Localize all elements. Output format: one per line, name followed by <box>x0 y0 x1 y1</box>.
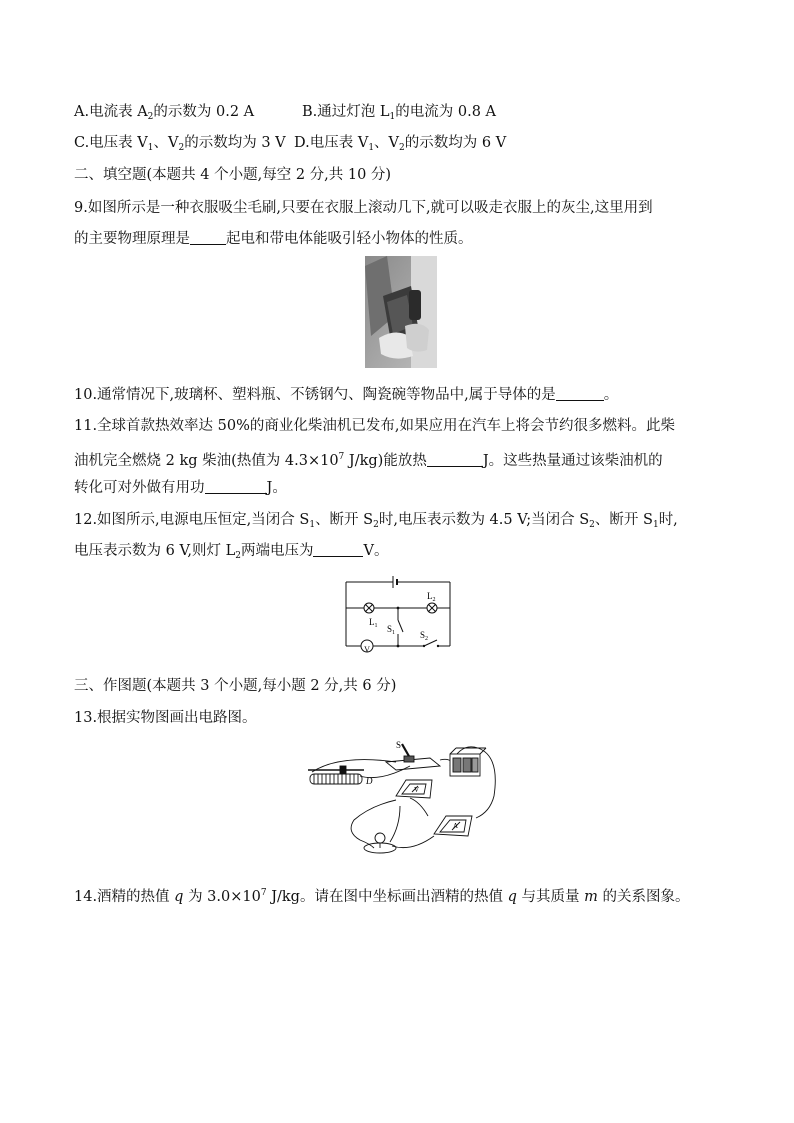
voltmeter-face-label: V <box>414 786 420 794</box>
s1-label: $S_1$ <box>387 624 396 636</box>
section-title-drawing: 三、作图题(本题共 3 个小题,每小题 2 分,共 6 分) <box>74 678 397 694</box>
q11-line3: 转化可对外做有用功 J。 <box>74 480 287 496</box>
q10-blank[interactable] <box>556 386 604 401</box>
switch-label: S <box>396 740 402 750</box>
q12-line1: 12.如图所示,电源电压恒定,当闭合 $S_1$、断开 $S_2$时,电压表示数为 4.5 V;当闭合 $S_2$、断开 $S_1$时, <box>74 512 678 530</box>
q11-line2: 油机完全燃烧 2 kg 柴油(热值为 $4.3\times 10^7$ J/kg)能放热 J。这些热量通过该柴油机的 <box>74 452 663 469</box>
l1-label: $L_1$ <box>369 617 378 629</box>
q14-line: 14.酒精的热值 q 为 $3.0\times 10^7$ J/kg。请在图中坐标画出酒精的热值 q 与其质量 m 的关系图象。 <box>74 888 690 905</box>
q9-line1: 9.如图所示是一种衣服吸尘毛刷,只要在衣服上滚动几下,就可以吸走衣服上的灰尘,这里用到 <box>74 200 653 216</box>
l2-label: $L_2$ <box>427 591 436 603</box>
voltmeter-label: V <box>364 645 370 654</box>
q13-line: 13.根据实物图画出电路图。 <box>74 710 257 726</box>
q9-line2: 的主要物理原理是 起电和带电体能吸引轻小物体的性质。 <box>74 231 473 247</box>
q9-blank[interactable] <box>190 230 226 245</box>
q12-line2: 电压表示数为 6 V,则灯 $L_2$两端电压为 V。 <box>74 543 389 561</box>
section-title-fill-blank: 二、填空题(本题共 4 个小题,每空 2 分,共 10 分) <box>74 167 392 183</box>
lint-brush-photo <box>365 256 437 368</box>
q10-line: 10.通常情况下,玻璃杯、塑料瓶、不锈钢勺、陶瓷碗等物品中,属于导体的是 。 <box>74 387 619 403</box>
q12-circuit-diagram <box>340 570 460 660</box>
s2-label: $S_2$ <box>420 630 429 642</box>
option-a: A.电流表 $A_2$的示数为 0.2 A <box>74 104 255 122</box>
rheostat-d-label: D <box>366 776 373 786</box>
option-b: B.通过灯泡 $L_1$的电流为 0.8 A <box>302 104 496 122</box>
option-c: C.电压表 $V_1$、$V_2$的示数均为 3 V <box>74 135 286 153</box>
ammeter-face-label: A <box>453 822 459 830</box>
q11-blank-heat[interactable] <box>427 452 483 467</box>
option-d: D.电压表 $V_1$、$V_2$的示数均为 6 V <box>294 135 507 153</box>
q12-blank[interactable] <box>313 542 363 557</box>
q13-physical-circuit <box>300 736 510 862</box>
q11-blank-work[interactable] <box>205 479 267 494</box>
q11-line1: 11.全球首款热效率达 50%的商业化柴油机已发布,如果应用在汽车上将会节约很多燃料。此柴 <box>74 418 676 434</box>
